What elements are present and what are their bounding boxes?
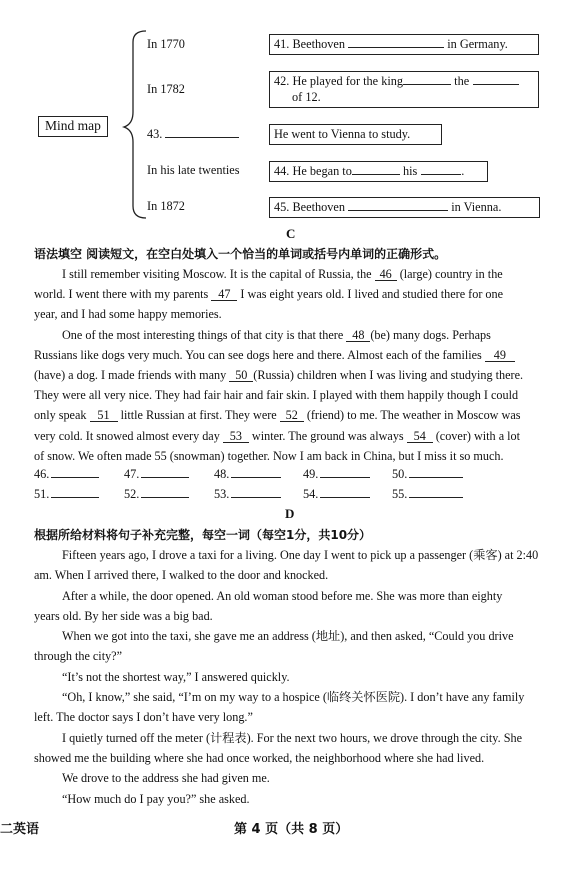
blank-51[interactable]: 51 (90, 410, 118, 422)
passage-line: through the city?” (34, 649, 122, 664)
answer-line-55[interactable] (409, 486, 463, 498)
blank-43[interactable] (165, 126, 239, 138)
passage-line: Russians like dogs very much. You can see dogs here and there. Almost each of the families 49 (34, 345, 546, 365)
answer-box-44: 44. He began to his . (269, 161, 488, 182)
passage-line: only speak 51 little Russian at first. They were 52 (friend) to me. The weather in Moscow was (34, 408, 521, 423)
blank-41a[interactable] (348, 36, 444, 48)
blank-46[interactable]: 46 (375, 269, 397, 281)
blank-45[interactable] (348, 199, 448, 211)
passage-line: world. I went there with my parents 47 I was eight years old. I lived and studied there for one (34, 287, 504, 302)
blank-50[interactable]: 50 (229, 370, 253, 382)
blank-48[interactable]: 48 (346, 330, 370, 342)
answer-48: 48. (214, 466, 281, 482)
passage-line: When we got into the taxi, she gave me an address (地址), and then asked, “Could you drive (62, 629, 514, 644)
passage-line: “Oh, I know,” she said, “I’m on my way to a hospice (临终关怀医院). I don’t have any family (62, 690, 525, 705)
passage-line: I quietly turned off the meter (计程表). For the next two hours, we drove through the city. She (62, 730, 522, 745)
answer-47: 47. (124, 466, 189, 482)
passage-line: They were all very nice. They had fair hair and fair skin. I played with them happily though I could (34, 388, 519, 403)
blank-53[interactable]: 53 (223, 431, 249, 443)
answer-51: 51. (34, 486, 99, 502)
answer-line-50[interactable] (409, 466, 463, 478)
passage-line: years old. By her side was a big bad. (34, 608, 213, 623)
answer-line-46[interactable] (51, 466, 99, 478)
year-1770: In 1770 (147, 37, 185, 51)
answer-49: 49. (303, 466, 370, 482)
footer-subject: 二英语 (0, 822, 40, 837)
blank-42b[interactable] (473, 73, 519, 85)
answer-box-41: 41. Beethoven in Germany. (269, 34, 539, 55)
answer-50: 50. (392, 466, 463, 482)
blank-49[interactable]: 49 (485, 350, 515, 362)
passage-line: “It’s not the shortest way,” I answered quickly. (62, 669, 290, 684)
answer-52: 52. (124, 486, 189, 502)
passage-line: year, and I had some happy memories. (34, 307, 222, 322)
answer-box-43: He went to Vienna to study. (269, 124, 442, 145)
section-c-letter: C (286, 226, 296, 241)
passage-line: am. When I arrived there, I walked to the door and knocked. (34, 568, 329, 583)
answer-46: 46. (34, 466, 99, 482)
year-43: 43. (147, 126, 239, 142)
answer-54: 54. (303, 486, 370, 502)
passage-line: One of the most interesting things of that city is that there 48 (be) many dogs. Perhaps (62, 327, 491, 342)
passage-line: (have) a dog. I made friends with many 50 (Russia) children when I was living and studying there. (34, 368, 524, 383)
blank-54[interactable]: 54 (407, 431, 433, 443)
section-d-letter: D (285, 506, 295, 521)
blank-47[interactable]: 47 (211, 289, 237, 301)
answer-53: 53. (214, 486, 281, 502)
answer-box-45: 45. Beethoven in Vienna. (269, 197, 540, 218)
passage-line: We drove to the address she had given me. (62, 771, 270, 786)
section-c-passage (34, 264, 546, 466)
year-1872: In 1872 (147, 199, 185, 213)
year-1782: In 1782 (147, 82, 185, 96)
passage-line: very cold. It snowed almost every day 53 winter. The ground was always 54 (cover) with a lot (34, 428, 521, 443)
blank-52[interactable]: 52 (280, 410, 304, 422)
passage-line: of snow. We often made 55 (snowman) together. Now I am back in China, but I miss it so much. (34, 448, 504, 463)
answer-55: 55. (392, 486, 463, 502)
answer-line-53[interactable] (231, 486, 281, 498)
mindmap-label: Mind map (38, 116, 108, 137)
section-c-instruction: 语法填空 阅读短文，在空白处填入一个恰当的单词或括号内单词的正确形式。 (34, 247, 447, 261)
answer-line-47[interactable] (141, 466, 189, 478)
answer-line-54[interactable] (320, 486, 370, 498)
passage-line: After a while, the door opened. An old woman stood before me. She was more than eighty (62, 588, 503, 603)
answer-box-42: 42. He played for the king the of 12. (269, 71, 539, 108)
passage-line: I still remember visiting Moscow. It is the capital of Russia, the 46 (large) country in the (62, 267, 503, 281)
section-d-passage (34, 545, 546, 809)
answer-line-49[interactable] (320, 466, 370, 478)
blank-44b[interactable] (421, 163, 461, 175)
answer-line-52[interactable] (141, 486, 189, 498)
passage-line: “How much do I pay you?” she asked. (62, 791, 250, 806)
answer-line-51[interactable] (51, 486, 99, 498)
year-late-twenties: In his late twenties (147, 163, 240, 177)
section-d-instruction: 根据所给材料将句子补充完整，每空一词（每空1分，共10分） (34, 528, 372, 542)
answer-line-48[interactable] (231, 466, 281, 478)
blank-42a[interactable] (403, 73, 451, 85)
passage-line: Fifteen years ago, I drove a taxi for a living. One day I went to pick up a passenger (乘客) at 2:40 (62, 548, 539, 562)
footer-page-number: 第 4 页（共 8 页） (234, 822, 349, 837)
blank-44a[interactable] (352, 163, 400, 175)
passage-line: showed me the building where she had once worked, the neighborhood where she had lived. (34, 750, 485, 765)
passage-line: left. The doctor says I don’t have very long.” (34, 710, 253, 725)
